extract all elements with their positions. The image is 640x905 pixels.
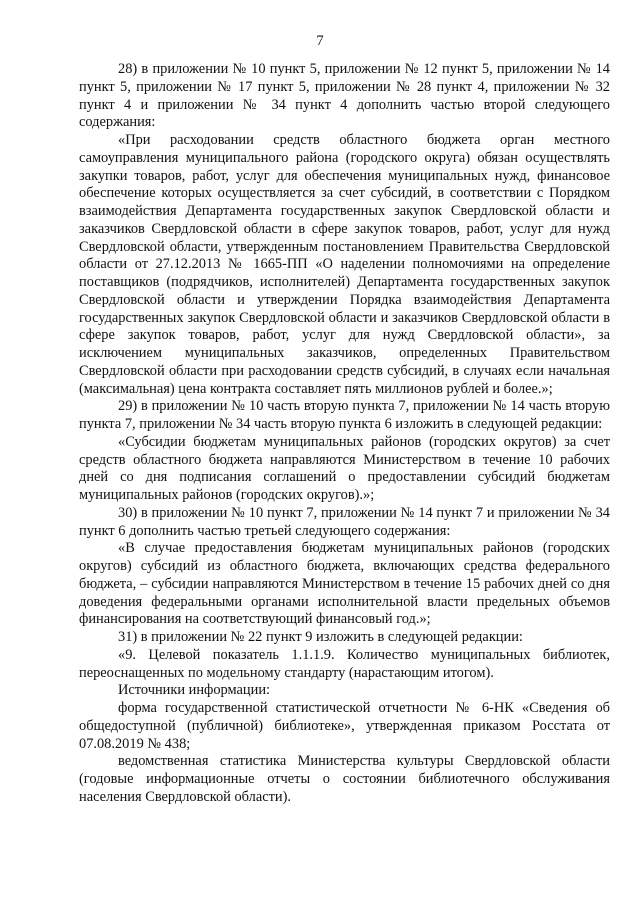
paragraph-item-28: 28) в приложении № 10 пункт 5, приложении № 12 пункт 5, приложении № 14 пункт 5, приложении № 17 пункт 5, приложении № 28 пункт 4, приложении № 32 пункт 4 и приложении № 34 пункт 4 дополнить частью второй следующего содержания: bbox=[79, 61, 610, 131]
document-body bbox=[79, 61, 610, 807]
page-number: 7 bbox=[316, 33, 324, 49]
paragraph-quote-federal: «В случае предоставления бюджетам муниципальных районов (городских округов) субсидий из областного бюджета, включающих средства федерального бюджета, – субсидии направляются Министерством в течение 15 рабочих дней со дня доведения федеральными органами исполнительной власти предельных объемов финансирования на соответствующий финансовый год.»; bbox=[79, 540, 610, 628]
paragraph-source-form: форма государственной статистической отчетности № 6-НК «Сведения об общедоступной (публичной) библиотеке», утвержденная приказом Росстата от 07.08.2019 № 438; bbox=[79, 700, 610, 752]
paragraph-item-29: 29) в приложении № 10 часть вторую пункта 7, приложении № 14 часть вторую пункта 7, приложении № 34 часть вторую пункта 6 изложить в следующей редакции: bbox=[79, 398, 610, 432]
paragraph-sources-heading: Источники информации: bbox=[118, 682, 271, 699]
paragraph-source-statistics: ведомственная статистика Министерства культуры Свердловской области (годовые информационные отчеты о состоянии библиотечного обслуживания населения Свердловской области). bbox=[79, 753, 610, 805]
paragraph-item-30: 30) в приложении № 10 пункт 7, приложении № 14 пункт 7 и приложении № 34 пункт 6 дополнить частью третьей следующего содержания: bbox=[79, 504, 610, 539]
paragraph-quote-procurement: «При расходовании средств областного бюджета орган местного самоуправления муниципального района (городского округа) обязан осуществлять закупки товаров, работ, услуг для обеспечения муниципальных нужд, финансовое обеспечение которых осуществляется за счет субсидий, в соответствии с Порядком взаимодействия Департамента государственных закупок Свердловской области и заказчиков Свердловской области в сфере закупок товаров, работ, услуг для нужд Свердловской области, утвержденным постановлением Правительства Свердловской области от 27.12.2013 № 1665-ПП «О наделении полномочиями на определение поставщиков (подрядчиков, исполнителей) Департамента государственных закупок Свердловской области и утверждении Порядка взаимодействия Департамента государственных закупок Свердловской области и заказчиков Свердловской области в сфере закупок товаров, работ, услуг для нужд Свердловской области», за исключением муниципальных заказчиков, определенных Правительством Свердловской области при расходовании средств субсидий, в случаях если начальная (максимальная) цена контракта составляет пять миллионов рублей и более.»; bbox=[79, 132, 610, 397]
paragraph-target-indicator: «9. Целевой показатель 1.1.1.9. Количество муниципальных библиотек, переоснащенных по модельному стандарту (нарастающим итогом). bbox=[79, 646, 610, 681]
paragraph-item-31: 31) в приложении № 22 пункт 9 изложить в следующей редакции: bbox=[118, 629, 523, 645]
paragraph-quote-subsidies: «Субсидии бюджетам муниципальных районов (городских округов) за счет средств областного бюджета направляются Министерством в течение 10 рабочих дней со дня подписания соглашений о предоставлении субсидий бюджетам муниципальных районов (городских округов).»; bbox=[79, 433, 610, 503]
